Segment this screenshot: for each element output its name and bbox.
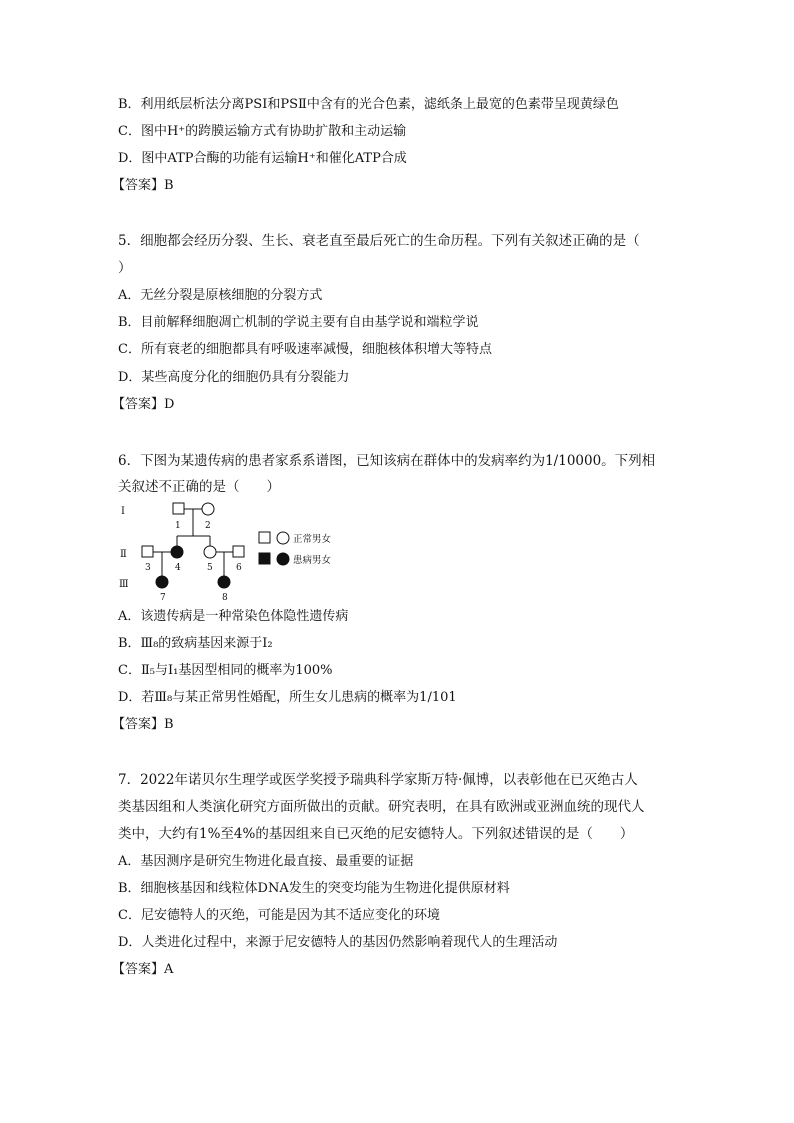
q6-answer: 【答案】B [112, 717, 174, 732]
legend-affected-female [277, 553, 289, 565]
ped-ii5-normal-female [204, 546, 216, 558]
ped-id-1: 1 [175, 521, 181, 531]
q5-option-a: A．无丝分裂是原核细胞的分裂方式 [118, 288, 323, 303]
ped-id-7: 7 [160, 593, 166, 602]
legend-normal-label: 正常男女 [293, 534, 332, 545]
q6-stem-line2: 关叙述不正确的是（ ） [118, 479, 280, 495]
q7-stem-line3: 类中，大约有1%至4%的基因组来自已灭绝的尼安德特人。下列叙述错误的是（ ） [118, 826, 634, 842]
gen-label-i: Ⅰ [121, 506, 125, 517]
ped-ii4-affected-female [171, 546, 183, 558]
q4-option-b: B．利用纸层析法分离PSⅠ和PSⅡ中含有的光合色素，滤纸条上最宽的色素带呈现黄绿色 [118, 97, 619, 112]
ped-id-3: 3 [145, 563, 151, 573]
q5-answer: 【答案】D [112, 397, 175, 412]
legend-normal-male [259, 532, 270, 543]
ped-id-5: 5 [207, 563, 213, 573]
q6-option-c: C．Ⅱ₅与Ⅰ₁基因型相同的概率为100% [118, 663, 333, 678]
q5-option-d: D．某些高度分化的细胞仍具有分裂能力 [118, 370, 350, 385]
q7-stem-line1: 7．2022年诺贝尔生理学或医学奖授予瑞典科学家斯万特·佩博，以表彰他在已灭绝古人 [118, 772, 638, 788]
q6-stem-line1: 6．下图为某遗传病的患者家系系谱图，已知该病在群体中的发病率约为1/10000。下列相 [118, 453, 656, 469]
ped-i2-normal-female [202, 503, 214, 515]
q7-stem-line2: 类基因组和人类演化研究方面所做出的贡献。研究表明，在具有欧洲或亚洲血统的现代人 [118, 799, 645, 815]
ped-ii3-normal-male [142, 546, 153, 557]
ped-id-6: 6 [236, 563, 242, 573]
ped-ii6-normal-male [233, 546, 244, 557]
ped-i1-normal-male [173, 503, 184, 514]
q5-option-c: C．所有衰老的细胞都具有呼吸速率减慢，细胞核体积增大等特点 [118, 342, 492, 357]
ped-id-2: 2 [205, 521, 211, 531]
q7-option-d: D．人类进化过程中，来源于尼安德特人的基因仍然影响着现代人的生理活动 [118, 935, 558, 950]
q6-option-d: D．若Ⅲ₈与某正常男性婚配，所生女儿患病的概率为1/101 [118, 690, 457, 705]
q6-option-a: A．该遗传病是一种常染色体隐性遗传病 [118, 609, 349, 624]
gen-label-iii: Ⅲ [119, 579, 129, 590]
q4-option-c: C．图中H⁺的跨膜运输方式有协助扩散和主动运输 [118, 124, 407, 139]
q4-answer: 【答案】B [112, 178, 174, 193]
legend-affected-label: 患病男女 [293, 555, 332, 566]
q7-answer: 【答案】A [112, 962, 174, 977]
ped-iii8-affected-female [218, 576, 230, 588]
legend-normal-female [277, 532, 289, 544]
ped-id-8: 8 [222, 593, 228, 602]
q6-option-b: B．Ⅲ₈的致病基因来源于Ⅰ₂ [118, 636, 273, 651]
ped-id-4: 4 [175, 563, 181, 573]
ped-iii7-affected-female [156, 576, 168, 588]
q5-option-b: B．目前解释细胞凋亡机制的学说主要有自由基学说和端粒学说 [118, 315, 479, 330]
pedigree-diagram [112, 500, 352, 602]
q7-option-a: A．基因测序是研究生物进化最直接、最重要的证据 [118, 854, 414, 869]
legend-affected-male [259, 553, 270, 564]
q5-stem-line1: 5．细胞都会经历分裂、生长、衰老直至最后死亡的生命历程。下列有关叙述正确的是（ [118, 233, 640, 249]
q7-option-c: C．尼安德特人的灭绝，可能是因为其不适应变化的环境 [118, 908, 440, 923]
q5-stem-line2: ） [118, 260, 132, 276]
q4-option-d: D．图中ATP合酶的功能有运输H⁺和催化ATP合成 [118, 151, 407, 166]
q7-option-b: B．细胞核基因和线粒体DNA发生的突变均能为生物进化提供原材料 [118, 881, 510, 896]
gen-label-ii: Ⅱ [120, 549, 127, 560]
